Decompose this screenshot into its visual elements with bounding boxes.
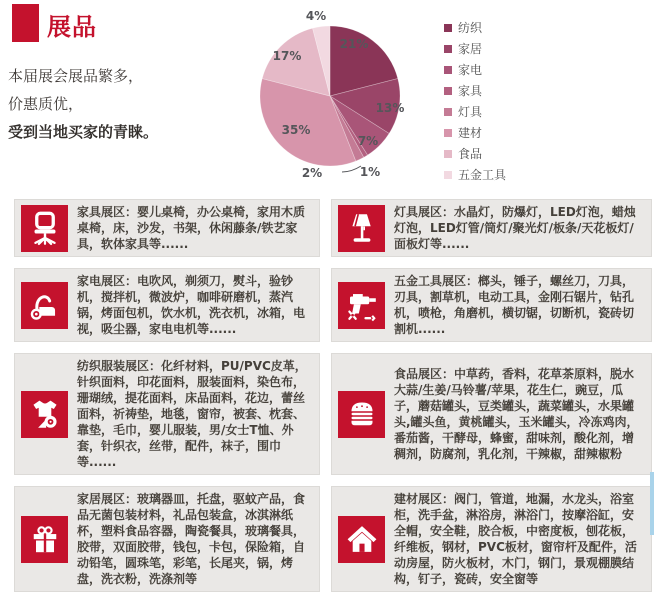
power-drill-icon: [338, 282, 385, 329]
hamburger-icon: [338, 391, 385, 438]
zone-box-hardware: [331, 268, 652, 342]
zone-text-hardware: 五金工具展区：榔头，锤子，螺丝刀，刀具，刃具，割草机，电动工具，金刚石锯片，钻孔机，喷枪，角磨机，横切锯，切断机，瓷砖切割机......: [394, 274, 635, 336]
zone-box-lighting: [331, 199, 652, 257]
gift-box-icon: [21, 516, 68, 563]
zone-box-household: [14, 486, 320, 592]
legend-item-appliance: [444, 59, 506, 80]
zone-text-food: 食品展区：中草药，香料，花草茶原料，脱水大蒜/生姜/马铃薯/苹果，花生仁，豌豆，瓜子，蘑菇罐头，豆类罐头，蔬菜罐头，水果罐头,罐头鱼，黄桃罐头，玉米罐头，冷冻鸡肉，番茄酱，干酵母，蜂蜜，甜味剂，酸化剂，增稠剂，防腐剂，乳化剂，干辣椒，甜辣椒粉: [394, 367, 639, 461]
legend-swatch-lighting: [444, 108, 452, 116]
pie-label-food: 17%: [272, 49, 302, 63]
legend-swatch-hardware: [444, 171, 452, 179]
legend-item-textile: [444, 17, 506, 38]
zone-text-lighting: 灯具展区：水晶灯，防爆灯，LED灯泡，蜡烛灯泡，LED灯管/筒灯/聚光灯/板条/天花板灯/面板灯等......: [394, 205, 636, 251]
intro-line-2: 价惠质优，: [8, 95, 84, 113]
zone-box-appliance: [14, 268, 320, 342]
zone-box-textile: [14, 353, 320, 475]
legend-swatch-furniture: [444, 87, 452, 95]
zone-box-building-materials: [331, 486, 652, 592]
zone-box-food: [331, 353, 652, 475]
legend-swatch-appliance: [444, 66, 452, 74]
vacuum-cleaner-icon: [21, 282, 68, 329]
tshirt-icon: [21, 391, 68, 438]
legend-item-furniture: [444, 80, 506, 101]
zone-text-textile: 纺织服装展区：化纤材料，PU/PVC皮革，针织面料，印花面料，服装面料，染色布，珊瑚绒，提花面料，床品面料，花边，蕾丝面料，祈祷垫，地毯，窗帘，被套、枕套、靠垫，毛巾，婴儿服装，男/女士T恤、外套，针织衣，丝带，配件，袜子，围巾等......: [77, 359, 307, 469]
exhibit-share-pie-chart: [230, 0, 430, 192]
legend-label-furniture: 家具: [458, 84, 483, 98]
legend-label-textile: 纺织: [458, 21, 483, 35]
pie-label-appliance: 7%: [357, 134, 379, 148]
intro-line-1: 本届展会展品繁多，: [8, 67, 144, 85]
house-icon: [338, 516, 385, 563]
pie-label-lighting: 2%: [301, 166, 323, 180]
legend-label-building-materials: 建材: [458, 126, 483, 140]
pie-label-building-materials: 35%: [281, 123, 311, 137]
pie-label-textile: 21%: [339, 37, 369, 51]
right-edge-blue-strip: [650, 472, 654, 535]
legend-item-household: [444, 38, 506, 59]
office-chair-icon: [21, 205, 68, 252]
legend-swatch-household: [444, 45, 452, 53]
zone-text-household: 家居展区：玻璃器皿，托盘，驱蚊产品，食品无菌包装材料，礼品包装盒，冰淇淋纸杯，塑料食品容器，陶瓷餐具，玻璃餐具，胶带，双面胶带，钱包，卡包，保险箱，自动铅笔，圆珠笔，彩笔，长尾夹，锅，烤盘，洗衣粉，洗涤剂等: [77, 492, 306, 586]
legend-label-lighting: 灯具: [458, 105, 483, 119]
legend-item-lighting: [444, 101, 506, 122]
pie-label-furniture: 1%: [359, 165, 381, 179]
pie-legend: [444, 17, 506, 185]
legend-label-household: 家居: [458, 42, 483, 56]
page-title: 展品: [47, 13, 97, 41]
pie-leader-line: [342, 166, 361, 172]
zone-text-appliance: 家电展区：电吹风，剃须刀，熨斗，验钞机，搅拌机，微波炉，咖啡研磨机，蒸汽锅，烤面包机，饮水机，洗衣机，冰箱，电视，吸尘器，家电电机等......: [77, 274, 306, 336]
legend-item-food: [444, 143, 506, 164]
legend-swatch-textile: [444, 24, 452, 32]
legend-swatch-building-materials: [444, 129, 452, 137]
zone-box-furniture: [14, 199, 320, 257]
zone-text-building-materials: 建材展区：阀门，管道，地漏，水龙头，浴室柜，洗手盆，淋浴房，淋浴门，按摩浴缸，安全帽，安全鞋，胶合板，中密度板，刨花板，纤维板，钢材，PVC板材，窗帘杆及配件，活动房屋，防火板材，木门，钢门，景观棚膜结构，钉子，瓷砖，安全窗等: [394, 492, 637, 586]
pie-label-household: 13%: [375, 101, 405, 115]
intro-text: [8, 62, 233, 146]
red-badge-bar: [12, 4, 39, 42]
intro-line-3: 受到当地买家的青睐。: [8, 123, 159, 141]
legend-item-building-materials: [444, 122, 506, 143]
exhibit-zone-list: [14, 199, 652, 592]
legend-label-hardware: 五金工具: [458, 168, 507, 182]
legend-label-food: 食品: [458, 147, 483, 161]
pie-label-hardware: 4%: [305, 9, 327, 23]
legend-label-appliance: 家电: [458, 63, 483, 77]
legend-item-hardware: [444, 164, 506, 185]
legend-swatch-food: [444, 150, 452, 158]
zone-text-furniture: 家具展区：婴儿桌椅，办公桌椅，家用木质桌椅，床，沙发，书架，休闲藤条/铁艺家具，软体家具等......: [77, 205, 306, 251]
table-lamp-icon: [338, 205, 385, 252]
